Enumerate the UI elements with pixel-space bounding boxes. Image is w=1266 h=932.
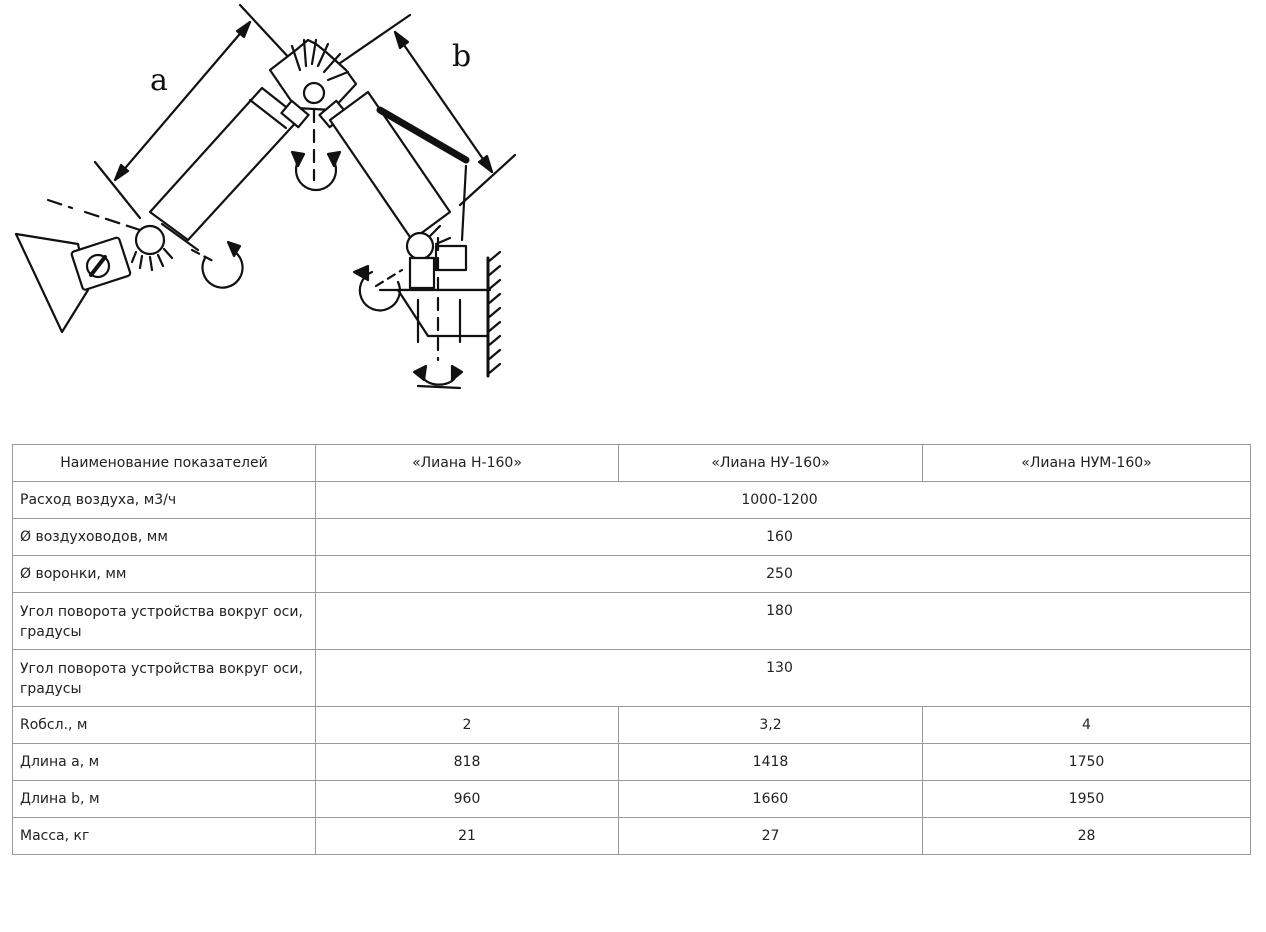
specifications-table bbox=[12, 444, 1251, 855]
row-value: 1418 bbox=[619, 744, 923, 781]
row-value: 1950 bbox=[923, 781, 1251, 818]
label-a: a bbox=[150, 63, 168, 98]
table-row bbox=[13, 593, 1251, 650]
row-label: Ø воздуховодов, мм bbox=[13, 519, 316, 556]
table-header-row bbox=[13, 445, 1251, 482]
table-row bbox=[13, 818, 1251, 855]
row-label: Rобсл., м bbox=[13, 707, 316, 744]
table-row bbox=[13, 707, 1251, 744]
table-row bbox=[13, 556, 1251, 593]
extraction-arm-diagram bbox=[0, 0, 540, 420]
row-value: 3,2 bbox=[619, 707, 923, 744]
row-value: 1660 bbox=[619, 781, 923, 818]
table-row bbox=[13, 519, 1251, 556]
suction-hood bbox=[16, 200, 140, 332]
row-label: Ø воронки, мм bbox=[13, 556, 316, 593]
lower-joint bbox=[132, 226, 172, 270]
table-row bbox=[13, 781, 1251, 818]
row-label: Масса, кг bbox=[13, 818, 316, 855]
row-value: 1000-1200 bbox=[316, 482, 1251, 519]
row-value: 1750 bbox=[923, 744, 1251, 781]
rotation-arrow-lower bbox=[192, 242, 243, 288]
row-value: 2 bbox=[316, 707, 619, 744]
table-row bbox=[13, 482, 1251, 519]
row-label: Угол поворота устройства вокруг оси, градусы bbox=[13, 650, 316, 707]
label-b: b bbox=[452, 39, 472, 74]
table-row bbox=[13, 744, 1251, 781]
table-row bbox=[13, 650, 1251, 707]
header-cell: Наименование показателей bbox=[13, 445, 316, 482]
row-value: 180 bbox=[316, 593, 1251, 650]
upper-tube bbox=[330, 92, 466, 240]
row-label: Угол поворота устройства вокруг оси, градусы bbox=[13, 593, 316, 650]
header-cell: «Лиана НУМ-160» bbox=[923, 445, 1251, 482]
row-value: 4 bbox=[923, 707, 1251, 744]
row-value: 21 bbox=[316, 818, 619, 855]
row-value: 27 bbox=[619, 818, 923, 855]
header-cell: «Лиана НУ-160» bbox=[619, 445, 923, 482]
rotation-arrow-top bbox=[292, 152, 340, 190]
rotation-arrow-base-bottom bbox=[414, 366, 462, 388]
row-label: Длина b, м bbox=[13, 781, 316, 818]
rotation-arrow-base-left bbox=[354, 266, 402, 310]
row-label: Длина a, м bbox=[13, 744, 316, 781]
row-value: 818 bbox=[316, 744, 619, 781]
row-value: 28 bbox=[923, 818, 1251, 855]
row-value: 960 bbox=[316, 781, 619, 818]
row-value: 160 bbox=[316, 519, 1251, 556]
row-label: Расход воздуха, м3/ч bbox=[13, 482, 316, 519]
row-value: 250 bbox=[316, 556, 1251, 593]
header-cell: «Лиана Н-160» bbox=[316, 445, 619, 482]
row-value: 130 bbox=[316, 650, 1251, 707]
